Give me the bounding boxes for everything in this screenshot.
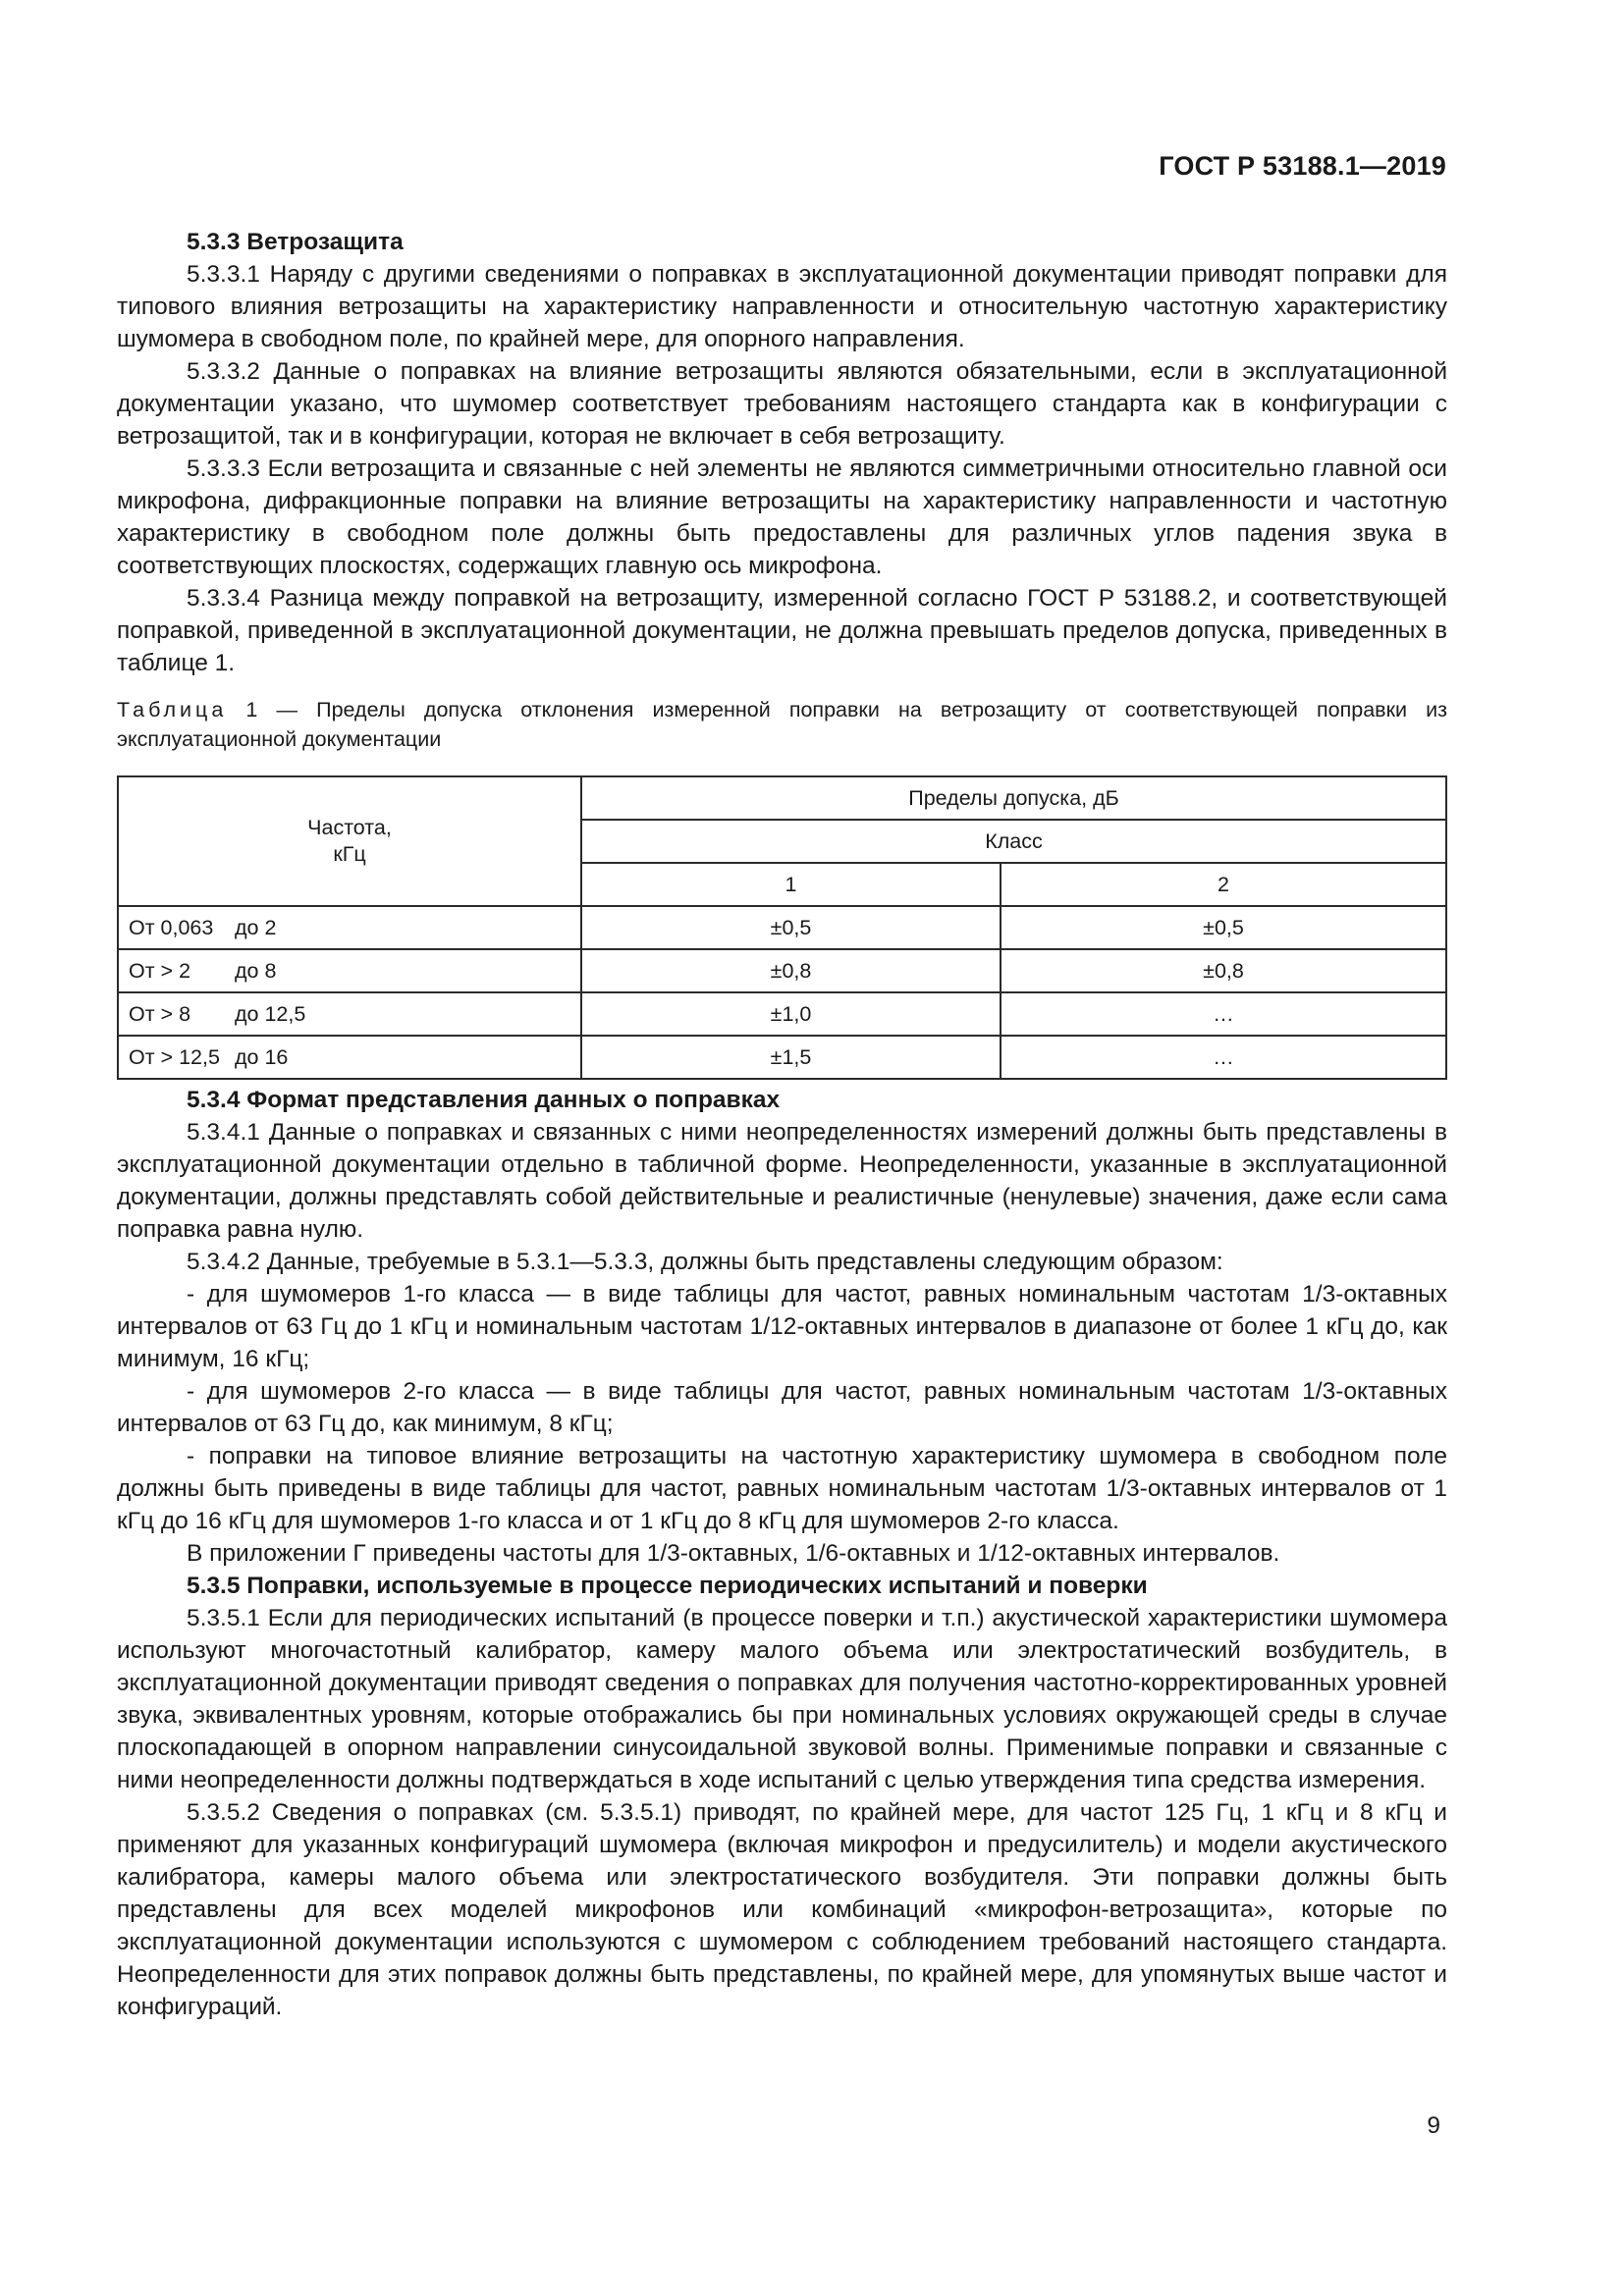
- row-frequency: [118, 906, 581, 949]
- section-5-3-5-title: 5.3.5 Поправки, используемые в процессе периодических испытаний и поверки: [187, 1573, 1148, 1599]
- header-frequency-unit: кГц: [333, 842, 366, 866]
- header-frequency: [118, 776, 581, 906]
- paragraph-5-3-4-1: 5.3.4.1 Данные о поправках и связанных с ними неопределенностях измерений должны быть представлены в эксплуатационной документации отдельно в табличной форме. Неопределенности, указанные в эксплуатационной документации, должны представлять собой действительные и реалистичные (ненулевые) значения, даже если сама поправка равна нулю.: [117, 1119, 1447, 1243]
- paragraph-5-3-3-4: 5.3.3.4 Разница между поправкой на ветрозащиту, измеренной согласно ГОСТ Р 53188.2, и соответствующей поправкой, приведенной в эксплуатационной документации, не должна превышать пределов допуска, приведенных в таблице 1.: [117, 585, 1447, 676]
- table-row: [118, 992, 1446, 1036]
- paragraph-5-3-5-1: 5.3.5.1 Если для периодических испытаний (в процессе поверки и т.п.) акустической характеристики шумомера используют многочастотный калибратор, камеру малого объема или электростатический возбудитель, в эксплуатационной документации приводят сведения о поправках для получения частотно-корректированных уровней звука, эквивалентных уровням, которые отображались бы при номинальных условиях окружающей среды в случае плоскопадающей в опорном направлении синусоидальной звуковой волны. Применимые поправки и связанные с ними неопределенности должны подтверждаться в ходе испытаний с целью утверждения типа средства измерения.: [117, 1605, 1447, 1793]
- document-code: ГОСТ Р 53188.1—2019: [1159, 151, 1446, 181]
- freq-to: до 12,5: [235, 1001, 306, 1026]
- freq-from: От > 2: [129, 958, 191, 983]
- freq-to: до 2: [235, 915, 277, 939]
- row-class-1-value: ±0,5: [581, 906, 1001, 949]
- row-class-1-value: ±1,5: [581, 1036, 1001, 1079]
- list-item-class-1: - для шумомеров 1-го класса — в виде таблицы для частот, равных номинальным частотам 1/3-октавных интервалов от 63 Гц до 1 кГц и номинальным частотам 1/12-октавных интервалов в диапазоне от более 1 кГц до, как минимум, 16 кГц;: [117, 1281, 1447, 1372]
- paragraph-5-3-3-3: 5.3.3.3 Если ветрозащита и связанные с ней элементы не являются симметричными относительно главной оси микрофона, дифракционные поправки на влияние ветрозащиты на характеристику направленности и частотную характеристику в свободном поле должны быть предоставлены для различных углов падения звука в соответствующих плоскостях, содержащих главную ось микрофона.: [117, 455, 1447, 579]
- table-caption-text: 1 — Пределы допуска отклонения измеренной поправки на ветрозащиту от соответствующей поправки из эксплуатационной документации: [117, 698, 1447, 751]
- table-caption-label: Таблица: [117, 698, 228, 721]
- paragraph-5-3-3-1: 5.3.3.1 Наряду с другими сведениями о поправках в эксплуатационной документации приводят поправки для типового влияния ветрозащиты на характеристику направленности и относительную частотную характеристику шумомера в свободном поле, по крайней мере, для опорного направления.: [117, 261, 1447, 352]
- freq-to: до 8: [235, 958, 277, 983]
- header-class-1: 1: [581, 863, 1001, 906]
- section-5-3-4-title: 5.3.4 Формат представления данных о поправках: [187, 1087, 781, 1113]
- freq-from: От > 8: [129, 1001, 191, 1026]
- page-body: [117, 226, 1447, 2023]
- tolerance-table: [117, 775, 1447, 1080]
- freq-from: От 0,063: [129, 915, 214, 939]
- section-5-3-3-title: 5.3.3 Ветрозащита: [187, 229, 404, 255]
- table-row: [118, 1036, 1446, 1079]
- freq-from: От > 12,5: [129, 1044, 220, 1069]
- paragraph-annex-reference: В приложении Г приведены частоты для 1/3-октавных, 1/6-октавных и 1/12-октавных интервалов.: [187, 1540, 1280, 1567]
- list-item-windscreen: - поправки на типовое влияние ветрозащиты на частотную характеристику шумомера в свободном поле должны быть приведены в виде таблицы для частот, равных номинальным частотам 1/3-октавных интервалов от 1 кГц до 16 кГц для шумомеров 1-го класса и от 1 кГц до 8 кГц для шумомеров 2-го класса.: [117, 1443, 1447, 1534]
- row-frequency: [118, 949, 581, 992]
- paragraph-5-3-4-2: 5.3.4.2 Данные, требуемые в 5.3.1—5.3.3, должны быть представлены следующим образом:: [187, 1249, 1223, 1275]
- row-frequency: [118, 1036, 581, 1079]
- row-class-2-value: …: [1001, 1036, 1446, 1079]
- freq-to: до 16: [235, 1044, 289, 1069]
- table-caption: [117, 695, 1447, 754]
- header-class-2: 2: [1001, 863, 1446, 906]
- list-item-class-2: - для шумомеров 2-го класса — в виде таблицы для частот, равных номинальным частотам 1/3-октавных интервалов от 63 Гц до, как минимум, 8 кГц;: [117, 1378, 1447, 1437]
- page-number: 9: [1427, 2112, 1440, 2139]
- header-tolerance: Пределы допуска, дБ: [581, 776, 1446, 820]
- row-frequency: [118, 992, 581, 1036]
- paragraph-5-3-3-2: 5.3.3.2 Данные о поправках на влияние ветрозащиты являются обязательными, если в эксплуатационной документации указано, что шумомер соответствует требованиям настоящего стандарта как в конфигурации с ветрозащитой, так и в конфигурации, которая не включает в себя ветрозащиту.: [117, 358, 1447, 450]
- row-class-2-value: …: [1001, 992, 1446, 1036]
- row-class-1-value: ±0,8: [581, 949, 1001, 992]
- header-frequency-label: Частота,: [307, 816, 392, 839]
- paragraph-5-3-5-2: 5.3.5.2 Сведения о поправках (см. 5.3.5.1) приводят, по крайней мере, для частот 125 Гц, 1 кГц и 8 кГц и применяют для указанных конфигураций шумомера (включая микрофон и предусилитель) и модели акустического калибратора, камеры малого объема или электростатического возбудителя. Эти поправки должны быть представлены для всех моделей микрофонов или комбинаций «микрофон-ветрозащита», которые по эксплуатационной документации используются с шумомером с соблюдением требований настоящего стандарта. Неопределенности для этих поправок должны быть представлены, по крайней мере, для упомянутых выше частот и конфигураций.: [117, 1799, 1447, 2020]
- row-class-2-value: ±0,5: [1001, 906, 1446, 949]
- header-class: Класс: [581, 820, 1446, 863]
- row-class-2-value: ±0,8: [1001, 949, 1446, 992]
- table-header-row: [118, 776, 1446, 820]
- row-class-1-value: ±1,0: [581, 992, 1001, 1036]
- table-row: [118, 906, 1446, 949]
- table-row: [118, 949, 1446, 992]
